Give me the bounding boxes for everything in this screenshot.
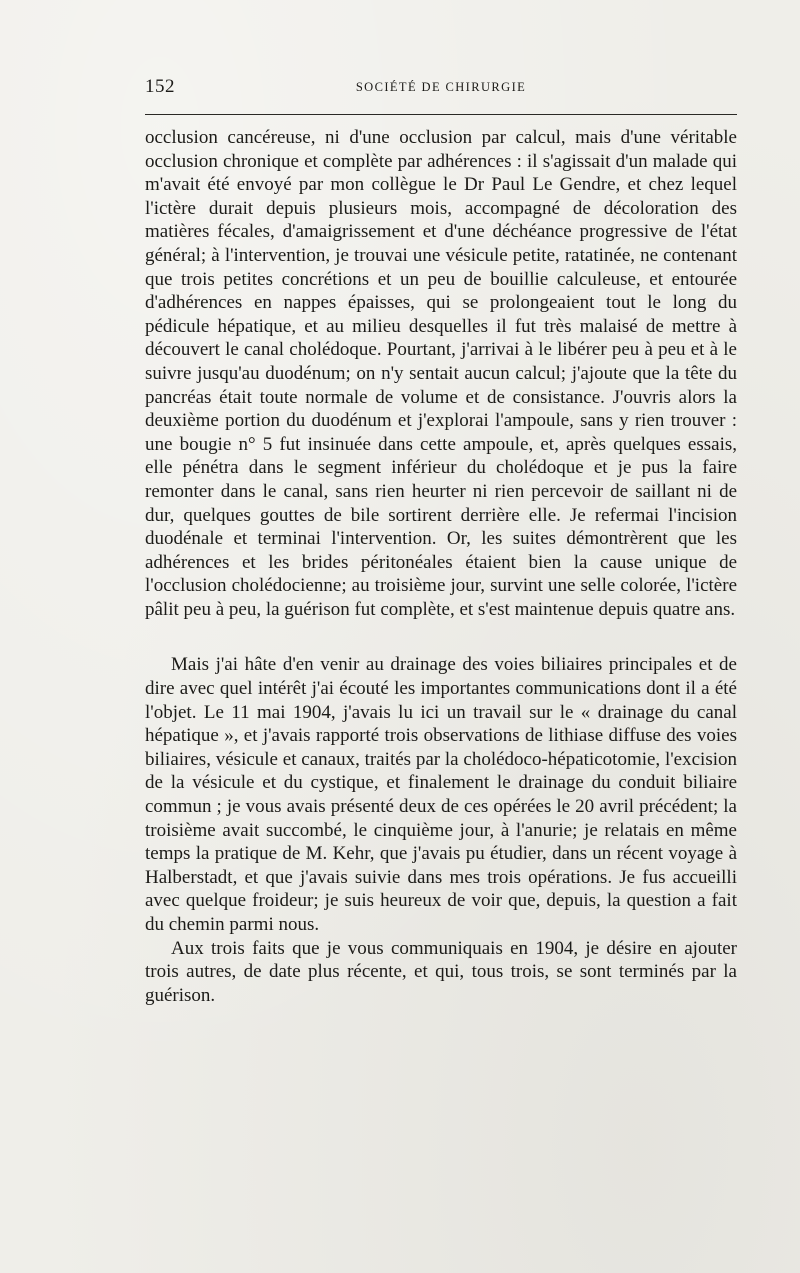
page-header (145, 76, 737, 102)
paragraph-3: Aux trois faits que je vous communiquais en 1904, je désire en ajouter trois autres, de date plus récente, et qui, tous trois, se sont terminés par la guérison. (145, 937, 737, 1006)
paragraph-2: Mais j'ai hâte d'en venir au drainage des voies biliaires principales et de dire avec quel intérêt j'ai écouté les importantes communications dont il a été l'objet. Le 11 mai 1904, j'avais lu ici un travail sur le « drainage du canal hépatique », et j'avais rapporté trois observations de lithiase diffuse des voies biliaires, vésicule et canaux, traités par la cholédoco-hépaticotomie, l'excision de la vésicule et du cystique, et finalement le drainage du conduit biliaire commun ; je vous avais présenté deux de ces opérées le 20 avril précédent; la troisième avait succombé, le cinquième jour, à l'anurie; je relatais en même temps la pratique de M. Kehr, que j'avais pu étudier, dans un récent voyage à Halberstadt, et que j'avais suivie dans mes trois opérations. Je fus accueilli avec quelque froideur; je suis heureux de voir que, depuis, la question a fait du chemin parmi nous. (145, 654, 737, 935)
header-rule (145, 114, 737, 115)
page-number: 152 (145, 76, 175, 97)
paragraph-1: occlusion cancéreuse, ni d'une occlusion par calcul, mais d'une véritable occlusion chronique et complète par adhérences : il s'agissait d'un malade qui m'avait été envoyé par mon collègue le Dr Paul Le Gendre, et chez lequel l'ictère durait depuis plusieurs mois, accompagné de décoloration des matières fécales, d'amaigrissement et d'une déchéance progressive de l'état général; à l'intervention, je trouvai une vésicule petite, ratatinée, ne contenant que trois petites concrétions et un peu de bouillie calculeuse, et entourée d'adhérences en nappes épaisses, qui se prolongeaient tout le long du pédicule hépatique, et au milieu desquelles il fut très malaisé de mettre à découvert le canal cholédoque. Pourtant, j'arrivai à le libérer peu à peu et à le suivre jusqu'au duodénum; on n'y sentait aucun calcul; j'ajoute que la tête du pancréas était toute normale de volume et de consistance. J'ouvris alors la deuxième portion du duodénum et j'explorai l'ampoule, sans y rien trouver : une bougie n° 5 fut insinuée dans cette ampoule, et, après quelques essais, elle pénétra dans le segment inférieur du cholédoque et je pus la faire remonter dans le canal, sans rien heurter ni rien percevoir de saillant ni de dur, quelques gouttes de bile sortirent derrière elle. Je refermai l'incision duodénale et terminai l'intervention. Or, les suites démontrèrent que les adhérences et les brides péritonéales étaient bien la cause unique de l'occlusion cholédocienne; au troisième jour, survint une selle colorée, l'ictère pâlit peu à peu, la guérison fut complète, et s'est maintenue depuis quatre ans. (145, 127, 737, 620)
running-title: SOCIÉTÉ DE CHIRURGIE (355, 80, 527, 94)
body-text (145, 126, 737, 1007)
